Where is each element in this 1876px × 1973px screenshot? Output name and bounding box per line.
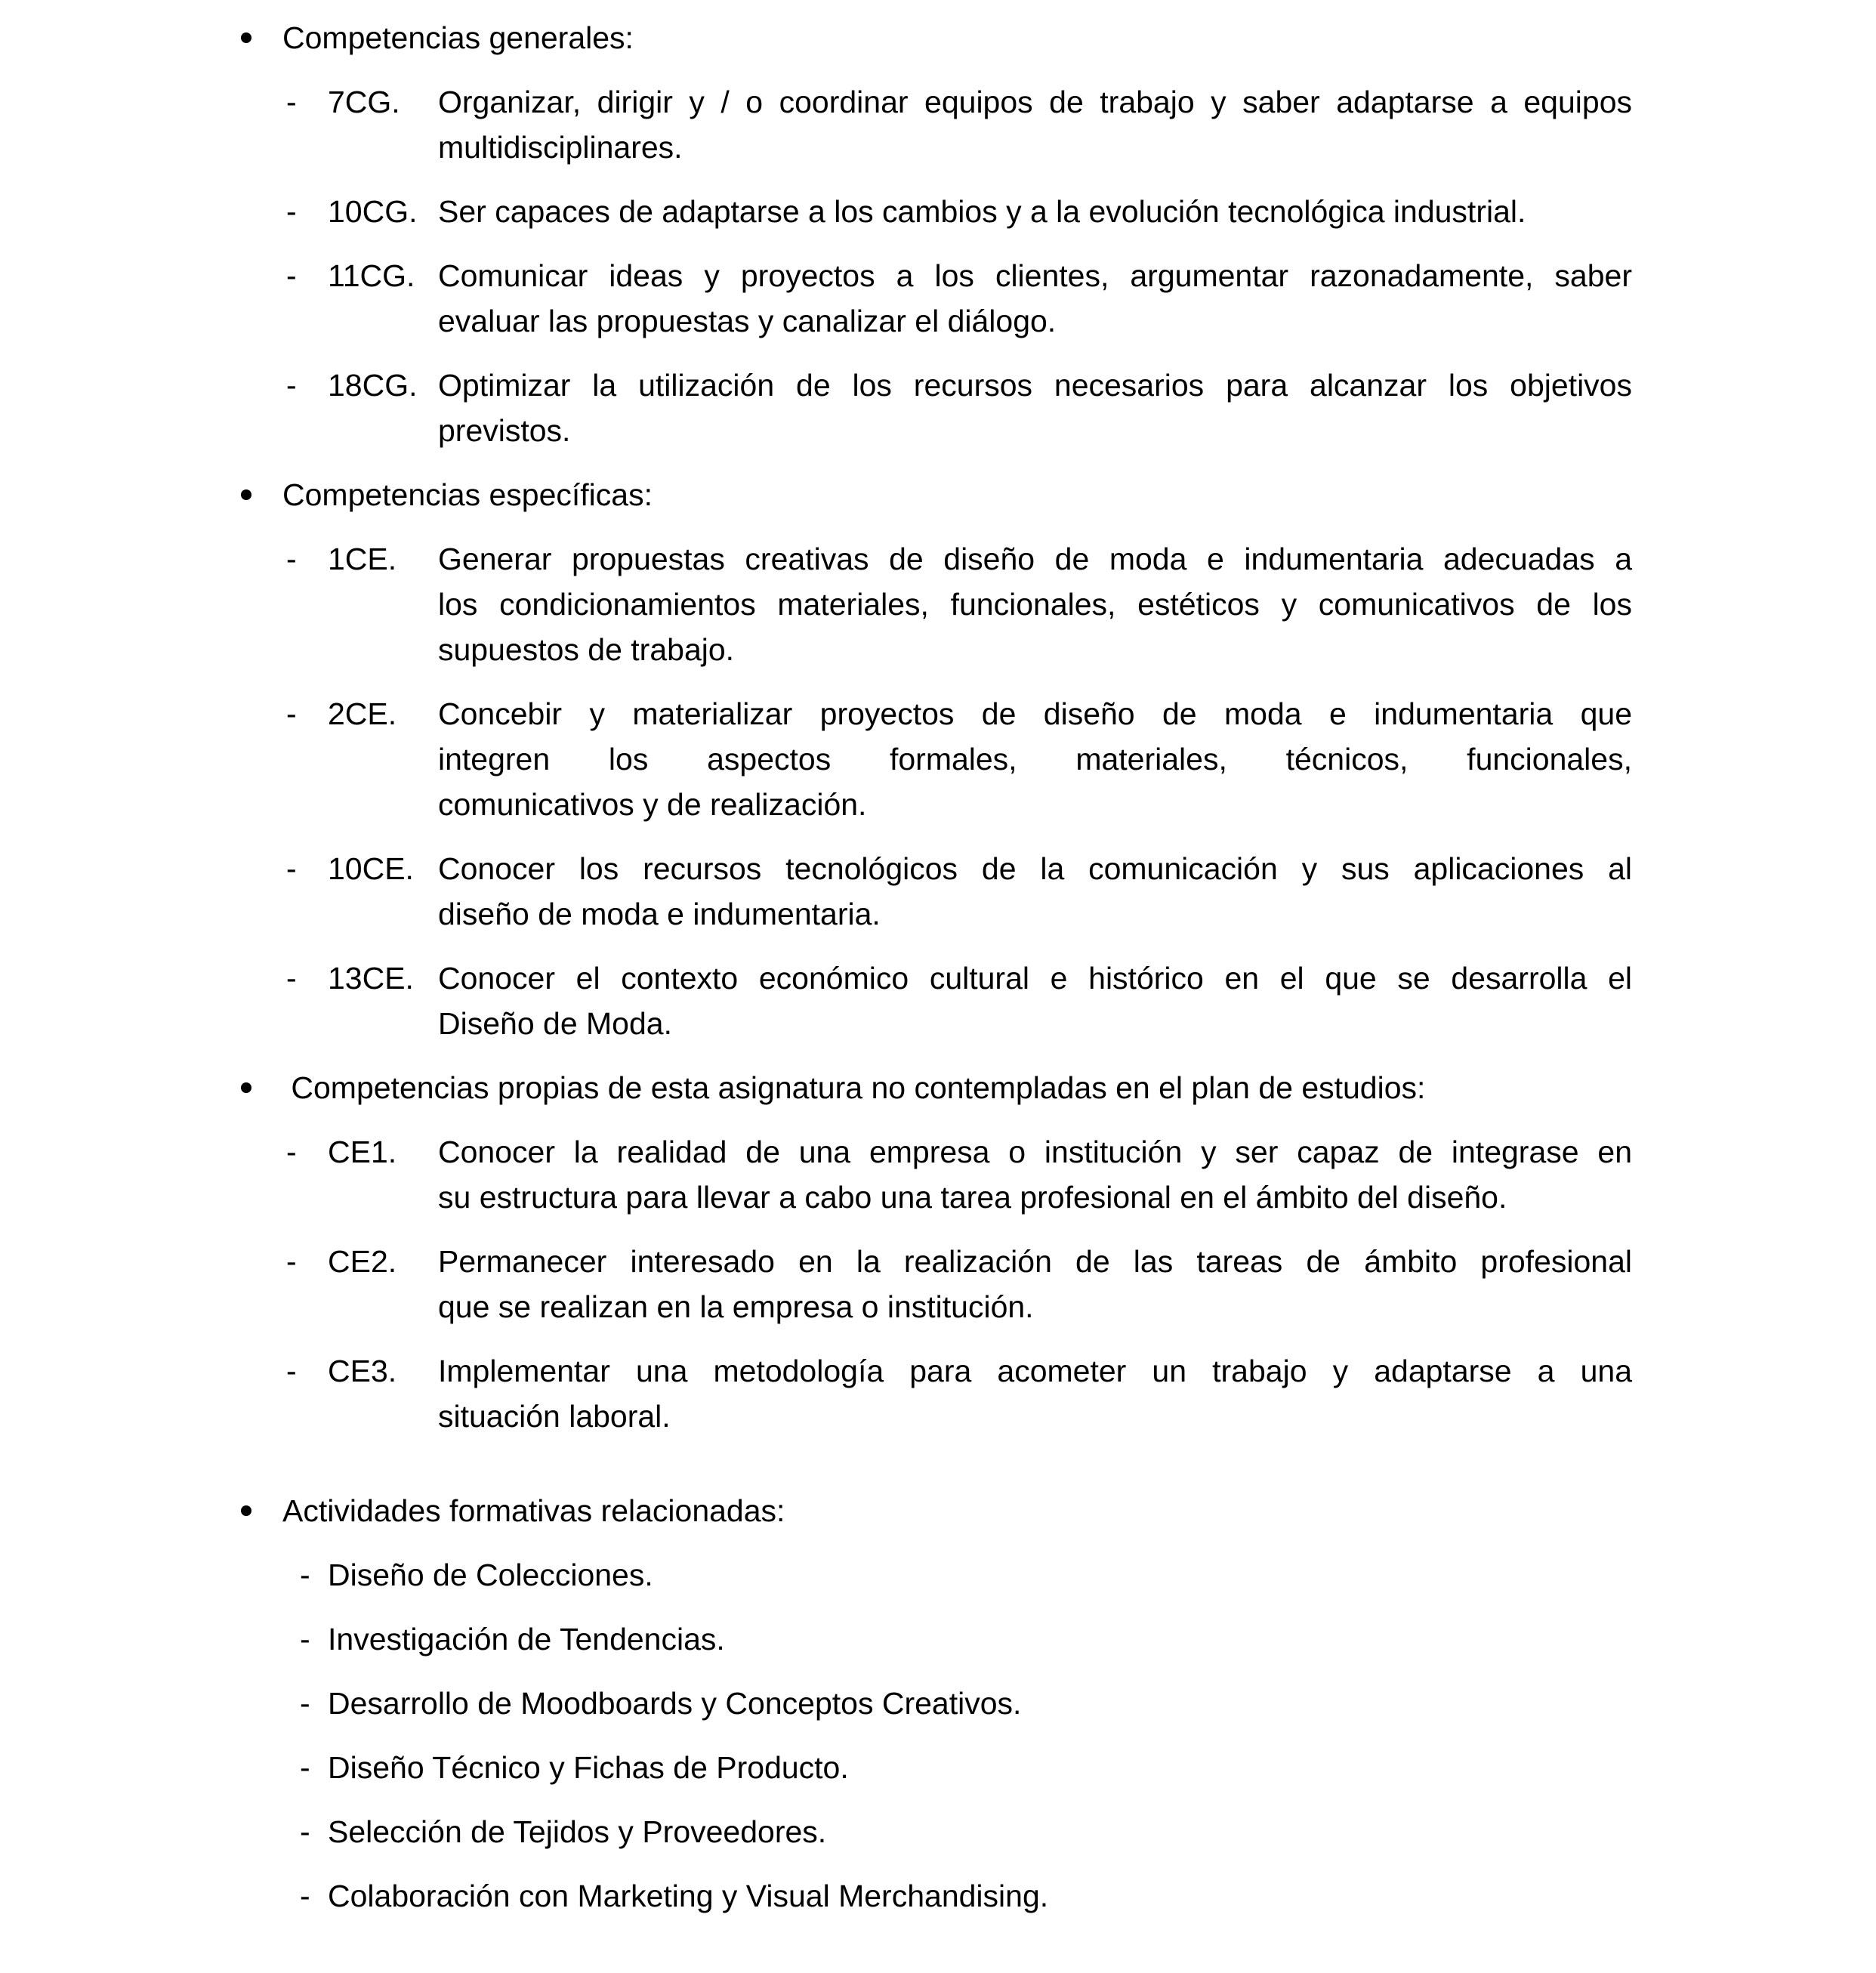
dash-marker: - [300, 1879, 310, 1913]
activity-text: Diseño Técnico y Fichas de Producto. [328, 1750, 849, 1785]
activity-text: Desarrollo de Moodboards y Conceptos Creativos. [328, 1686, 1022, 1721]
description-line: Diseño de Moda. [438, 1006, 672, 1041]
description-line: Conocer el contexto económico cultural e histórico en el que se desarrolla el [438, 961, 1632, 996]
dash-marker: - [300, 1622, 310, 1657]
description-line: Conocer la realidad de una empresa o institución y ser capaz de integrase en [438, 1135, 1632, 1169]
competency-code: 13CE. [328, 961, 414, 996]
competency-description [438, 1129, 1632, 1220]
description-line: su estructura para llevar a cabo una tarea profesional en el ámbito del diseño. [438, 1180, 1507, 1215]
competency-description [438, 691, 1632, 827]
competency-item [0, 1239, 1876, 1329]
competency-item [0, 536, 1876, 672]
activity-item [0, 1616, 1876, 1662]
activity-item [0, 1681, 1876, 1726]
description-line: evaluar las propuestas y canalizar el diálogo. [438, 304, 1057, 338]
dash-marker: - [286, 851, 297, 886]
dash-marker: - [286, 696, 297, 731]
competency-code: 2CE. [328, 696, 397, 731]
bullet-icon [241, 32, 251, 43]
dash-marker: - [300, 1814, 310, 1849]
description-line: Comunicar ideas y proyectos a los clientes, argumentar razonadamente, saber [438, 258, 1632, 293]
description-line: Conocer los recursos tecnológicos de la comunicación y sus aplicaciones al [438, 851, 1632, 886]
description-line: supuestos de trabajo. [438, 632, 735, 667]
dash-marker: - [286, 85, 297, 119]
description-line: Ser capaces de adaptarse a los cambios y a la evolución tecnológica industrial. [438, 194, 1526, 229]
activity-text: Diseño de Colecciones. [328, 1558, 653, 1592]
activity-text: Investigación de Tendencias. [328, 1622, 725, 1657]
competency-description [438, 1348, 1632, 1439]
competency-item [0, 691, 1876, 827]
competency-description [438, 536, 1632, 672]
section-heading-text: Competencias específicas: [282, 477, 653, 512]
section-heading-text: Actividades formativas relacionadas: [282, 1493, 785, 1528]
competency-code: 10CE. [328, 851, 414, 886]
description-line: Organizar, dirigir y / o coordinar equipos de trabajo y saber adaptarse a equipos [438, 85, 1632, 119]
section-heading [0, 472, 1876, 517]
competency-item [0, 1129, 1876, 1220]
section-heading-text: Competencias propias de esta asignatura no contempladas en el plan de estudios: [282, 1070, 1426, 1105]
competency-code: 18CG. [328, 368, 418, 403]
spacer [0, 1439, 1876, 1469]
description-line: Implementar una metodología para acometer un trabajo y adaptarse a una [438, 1354, 1632, 1388]
description-line: los condicionamientos materiales, funcionales, estéticos y comunicativos de los [438, 587, 1632, 622]
section-heading [0, 1065, 1876, 1110]
description-line: multidisciplinares. [438, 130, 683, 165]
description-line: situación laboral. [438, 1399, 671, 1434]
competency-description [438, 1239, 1632, 1329]
competency-code: CE2. [328, 1244, 397, 1279]
competency-item [0, 363, 1876, 453]
competency-description [438, 79, 1632, 170]
description-line: comunicativos y de realización. [438, 787, 867, 822]
description-line: Optimizar la utilización de los recursos necesarios para alcanzar los objetivos [438, 368, 1632, 403]
dash-marker: - [286, 258, 297, 293]
dash-marker: - [286, 1354, 297, 1388]
bullet-icon [241, 489, 251, 500]
description-line: diseño de moda e indumentaria. [438, 897, 881, 931]
competency-item [0, 253, 1876, 344]
competency-description [438, 253, 1632, 344]
competency-code: 1CE. [328, 542, 397, 576]
competency-item [0, 1348, 1876, 1439]
dash-marker: - [300, 1558, 310, 1592]
dash-marker: - [286, 542, 297, 576]
description-line: integren los aspectos formales, materiales, técnicos, funcionales, [438, 742, 1632, 777]
dash-marker: - [286, 194, 297, 229]
competency-code: CE3. [328, 1354, 397, 1388]
section-heading [0, 15, 1876, 60]
dash-marker: - [286, 1135, 297, 1169]
competency-code: 10CG. [328, 194, 418, 229]
dash-marker: - [286, 1244, 297, 1279]
competency-item [0, 846, 1876, 937]
dash-marker: - [300, 1686, 310, 1721]
activity-text: Colaboración con Marketing y Visual Merchandising. [328, 1879, 1049, 1913]
competency-item [0, 189, 1876, 234]
dash-marker: - [286, 368, 297, 403]
competency-description [438, 846, 1632, 937]
competency-description [438, 189, 1632, 234]
description-line: Concebir y materializar proyectos de diseño de moda e indumentaria que [438, 696, 1632, 731]
description-line: previstos. [438, 413, 571, 448]
description-line: que se realizan en la empresa o institución. [438, 1289, 1034, 1324]
competency-description [438, 956, 1632, 1046]
dash-marker: - [300, 1750, 310, 1785]
dash-marker: - [286, 961, 297, 996]
competency-item [0, 956, 1876, 1046]
competency-code: CE1. [328, 1135, 397, 1169]
competency-code: 11CG. [328, 258, 415, 293]
document-body [0, 15, 1876, 1919]
activity-item [0, 1745, 1876, 1790]
competency-item [0, 79, 1876, 170]
activity-item [0, 1873, 1876, 1919]
bullet-icon [241, 1082, 251, 1093]
competency-code: 7CG. [328, 85, 400, 119]
activity-text: Selección de Tejidos y Proveedores. [328, 1814, 827, 1849]
bullet-icon [241, 1505, 251, 1516]
activity-item [0, 1809, 1876, 1854]
section-heading-text: Competencias generales: [282, 20, 634, 55]
description-line: Permanecer interesado en la realización de las tareas de ámbito profesional [438, 1244, 1632, 1279]
competency-description [438, 363, 1632, 453]
section-heading [0, 1488, 1876, 1533]
description-line: Generar propuestas creativas de diseño de moda e indumentaria adecuadas a [438, 542, 1632, 576]
activity-item [0, 1552, 1876, 1598]
